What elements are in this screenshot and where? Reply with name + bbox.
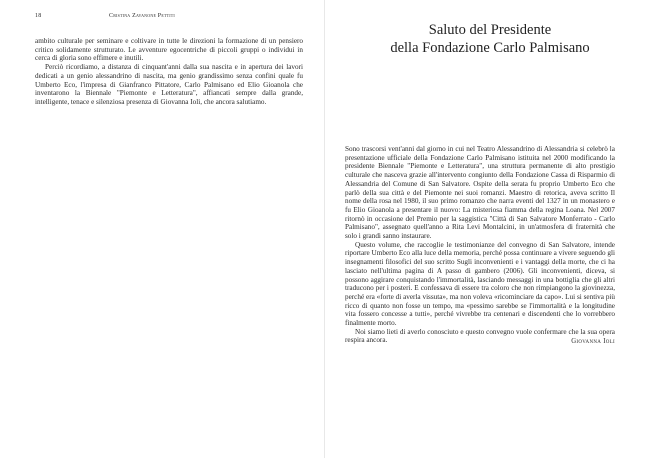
paragraph: Noi siamo lieti di averlo conosciuto e questo convegno vuole confermare che la sua opera respira ancora. [345,327,615,345]
chapter-title [345,21,635,57]
author-signature: Giovanna Ioli [571,338,615,345]
left-body-text [35,37,303,107]
page-number: 18 [35,13,42,19]
chapter-title-line2: della Fondazione Carlo Palmisano [390,40,590,56]
paragraph: Perciò ricordiamo, a distanza di cinquant'anni dalla sua nascita e in apertura dei lavori dedicati a un genio alessandrino di nascita, ma genio grandissimo senza confini quale fu Umberto Eco, l'impresa di Gianfranco Pittatore, Carlo Palmisano ed Elio Gioanola che inventarono la Biennale "Piemonte e Letteratura", affiancati sempre dalla grande, intelligente, tenace e silenziosa presenza di Giovanna Ioli, che ancora salutiamo. [35,63,303,106]
chapter-title-line1: Saluto del Presidente [428,22,552,38]
paragraph: Sono trascorsi vent'anni dal giorno in cui nel Teatro Alessandrino di Alessandria si celebrò la presentazione ufficiale della Fondazione Carlo Palmisano istituita nel 2000 modificando la presidente Biennale "Piemonte e Letteratura", una struttura permanente di alto prestigio culturale che nasceva grazie all'intervento congiunto della Fondazione Cassa di Risparmio di Alessandria del Comune di San Salvatore. Ospite della serata fu proprio Umberto Eco che parlò della sua città e del Piemonte nei suoi romanzi. Maestro di retorica, aveva scritto Il nome della rosa nel 1980, il suo primo romanzo che narra eventi del 1327 in un monastero e fu Elio Gioanola a presentare il nuovo: La misteriosa fiamma della regina Loana. Nel 2007 ritornò in occasione del Premio per la saggistica "Città di San Salvatore Monferrato - Carlo Palmisano", assegnato quell'anno a Rita Levi Montalcini, in un'atmosfera di fraternità che solo i grandi sanno instaurare. [345,145,615,241]
right-body-text [345,145,615,345]
paragraph: ambito culturale per seminare e coltivare in tutte le direzioni la formazione di un pensiero critico solidamente strutturato. Le avventure egocentriche di piccoli gruppi o individui in cerca di gloria sono effimere e inutili. [35,37,303,63]
paragraph: Questo volume, che raccoglie le testimonianze del convegno di San Salvatore, intende riportare Umberto Eco alla luce della memoria, perché possa continuare a vivere seguendo gli insegnamenti filosofici del suo scritto Sugli inconvenienti e i vantaggi della morte, che ci ha lasciato nell'ultima pagina di A passo di gambero (2006). Gli inconvenienti, diceva, si possono aggirare conquistando l'immortalità, lasciando messaggi in una bottiglia che gli altri traducono per i posteri. E confessava di essere tra coloro che non rimpiangono la giovinezza, perché era «forte di averla vissuta», ma non voleva «ricominciare da capo». Lui si sentiva più ricco di quanto non fosse un tempo, ma «pessimo sarebbe se l'immortalità e la longitudine vita fossero concesse a tutti», perché vivrebbe tra centenari e discendenti che lo vorrebbero finalmente morto. [345,240,615,328]
running-head-title: Cristina Zavanone Pettiti [109,13,175,19]
